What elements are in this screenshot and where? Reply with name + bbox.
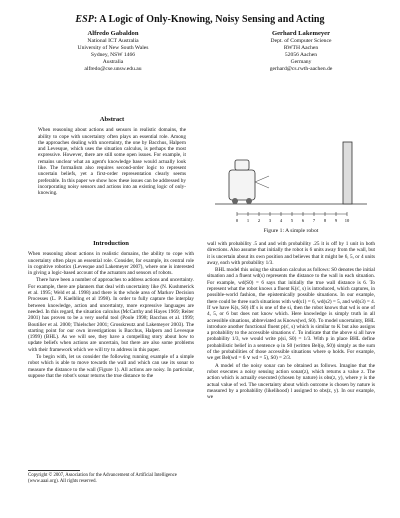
abstract-heading: Abstract — [99, 116, 125, 123]
author-block-1 — [28, 30, 198, 73]
right-paragraph: BHL model this using the situation calculus as follows: S0 denotes the initial situation and a fluent wd(s) represents the distance to the wall in each situation. For example, wd(S0) = 6 says that initially the true wall distance is 6. To represent what the robot knows a fluent K(s', s) is introduced, which captures, in possible-world fashion, the epistemically possible situations. In our example, there could be three such situations with wd(s1) = 6, wd(s2) = 5, and wd(s3) = 4. If we have K(s, S0) iff s is one of the si, then the robot knows that wd is one of 4, 5, or 6 but does not know which. Here knowledge is simply truth in all accessible situations, abbreviated as Knows(wd, S0). To model uncertainty, BHL introduce another functional fluent p(s', s) which is similar to K but also assigns a probability to the accessible situations s'. To indicate that the above si all have probability 1/3, we would write p(si, S0) = 1/3. With p in place BHL define probabilistic belief in a sentence φ in S0 (written Bel(φ, S0)) simply as the sum of the probabilities of those accessible situations where φ holds. For example, we get Bel(wd = 6 ∨ wd = 5), S0) = 2/3. — [207, 267, 375, 362]
ruler-label: 0 — [235, 218, 239, 223]
robot-body — [229, 170, 255, 200]
ruler-label: 9 — [334, 218, 338, 223]
intro-paragraph: There have been a number of approaches to address actions and uncertainty. For example, there are planners that deal with uncertainty like (N. Kushmerick et al. 1995; Weld et al. 1998) and there is the whole area of Markov Decision Processes (L. P. Kaelbling et al 1998). In order to fully capture the interplay between knowledge, action and uncertainty, more expressive languages are needed. In this regard, the situation calculus (McCarthy and Hayes 1969; Reiter 2001) has proven to be a very useful tool (Poole 1998; Bacchus et al. 1999; Boutilier et al. 2000; Thielscher 2001; Grosskreutz and Lakemeyer 2003). The starting point for our own investigations is Bacchus, Halpern and Levesque (1999) (BHL). As we will see, they have a compelling story about how to update beliefs when actions are uncertain, but there are also some problems with their framework which we will try to address in this paper. — [28, 277, 194, 353]
ruler-label: 2 — [257, 218, 261, 223]
ruler-label: 6 — [301, 218, 305, 223]
robot-wheel — [232, 198, 238, 204]
author-name: Alfredo Gabaldon — [87, 30, 139, 37]
ruler-ticks — [236, 212, 350, 223]
ruler-label: 1 — [246, 218, 250, 223]
figure-1 — [207, 112, 375, 234]
intro-paragraph: To begin with, let us consider the following running example of a simple robot which is able to move towards the wall and which can use its sonar to measure the distance to the wall (Figure 1). All actions are noisy. In particular, suppose that the robot's sonar returns the true distance to the — [28, 354, 194, 379]
title-rest: : A Logic of Only-Knowing, Noisy Sensing and Acting — [93, 14, 325, 25]
author-affiliation-line: Sydney, NSW 1466 — [90, 52, 136, 58]
copyright-text: Copyright © 2007, Association for the Advancement of Artificial Intelligence (www.aaai.org). All rights reserved. — [28, 473, 177, 484]
abstract-text: When reasoning about actions and sensors in realistic domains, the ability to cope with uncertainty often plays an essential role. Among the approaches dealing with uncertainty, the one by Bacchus, Halpern and Levesque, which uses the situation calculus, is perhaps the most expressive. However, there are still some open issues. For example, it remains unclear what an agent's knowledge base would actually look like. The formalism also requires second-order logic to represent uncertain beliefs, yet a first-order representation clearly seems preferable. In this paper we show how these issues can be addressed by incorporating noisy sensors and actions into an existing logic of only-knowing. — [38, 127, 186, 197]
right-column — [207, 241, 375, 401]
author-affiliation-line: RWTH Aachen — [283, 45, 319, 51]
intro-paragraph: When reasoning about actions in realistic domains, the ability to cope with uncertainty often plays an essential role. Consider, for example, its central role in cognitive robotics (Levesque and Lakemeyer 2007), where one is interested in giving a logic-based account of the actuators and sensors of robots. — [28, 251, 194, 277]
author-affiliation-line: 52056 Aachen — [284, 52, 318, 58]
left-column — [28, 238, 194, 380]
ruler-label: 3 — [268, 218, 272, 223]
right-paragraph: wall with probability .5 and and with probability .25 it is off by 1 unit in both directions. Also assume that initially the robot is 6 units away from the wall, but it is uncertain about its own position and believes that it might be 6, 5, or 4 units away, each with probability 1/3. — [207, 241, 375, 266]
footnote-rule — [28, 470, 80, 471]
author-affiliation-line: Australia — [102, 59, 124, 65]
robot-wheel — [246, 198, 252, 204]
ruler-label: 5 — [290, 218, 294, 223]
author-affiliation-line: University of New South Wales — [77, 45, 149, 51]
ruler-label: 10 — [344, 218, 350, 223]
right-paragraph: A model of the noisy sonar can be obtained as follows. Imagine that the robot executes a noisy sensing action sonar(z), which returns a value z. The action which is actually executed (chosen by nature) is obs(z, y), where y is the actual value of wd. The uncertainty about which outcome is chosen by nature is measured by a probability (likelihood) l assigned to obs(z, y). In our example, we — [207, 362, 375, 401]
robot-head — [235, 160, 249, 170]
copyright-footnote — [28, 470, 194, 485]
author-affiliation-line: Germany — [290, 59, 312, 65]
author-email: gerhard@cs.rwth-aachen.de — [269, 66, 333, 72]
ruler-label: 7 — [312, 218, 316, 223]
ruler-label: 4 — [279, 218, 283, 223]
figure-caption: Figure 1: A simple robot — [263, 228, 319, 234]
title-esp: ESP — [75, 14, 94, 25]
author-affiliation-line: Dept. of Computer Science — [270, 38, 332, 44]
abstract — [38, 114, 186, 197]
author-affiliation-line: National ICT Australia — [87, 38, 139, 44]
robot-figure-svg — [207, 112, 375, 226]
wall — [343, 142, 352, 204]
sonar-beam — [255, 176, 269, 188]
author-block-2 — [216, 30, 386, 73]
author-name: Gerhard Lakemeyer — [271, 30, 331, 37]
introduction-heading: Introduction — [93, 240, 129, 247]
paper-title — [0, 14, 400, 25]
author-email: alfredo@cse.unsw.edu.au — [84, 66, 142, 72]
ruler-label: 8 — [323, 218, 327, 223]
